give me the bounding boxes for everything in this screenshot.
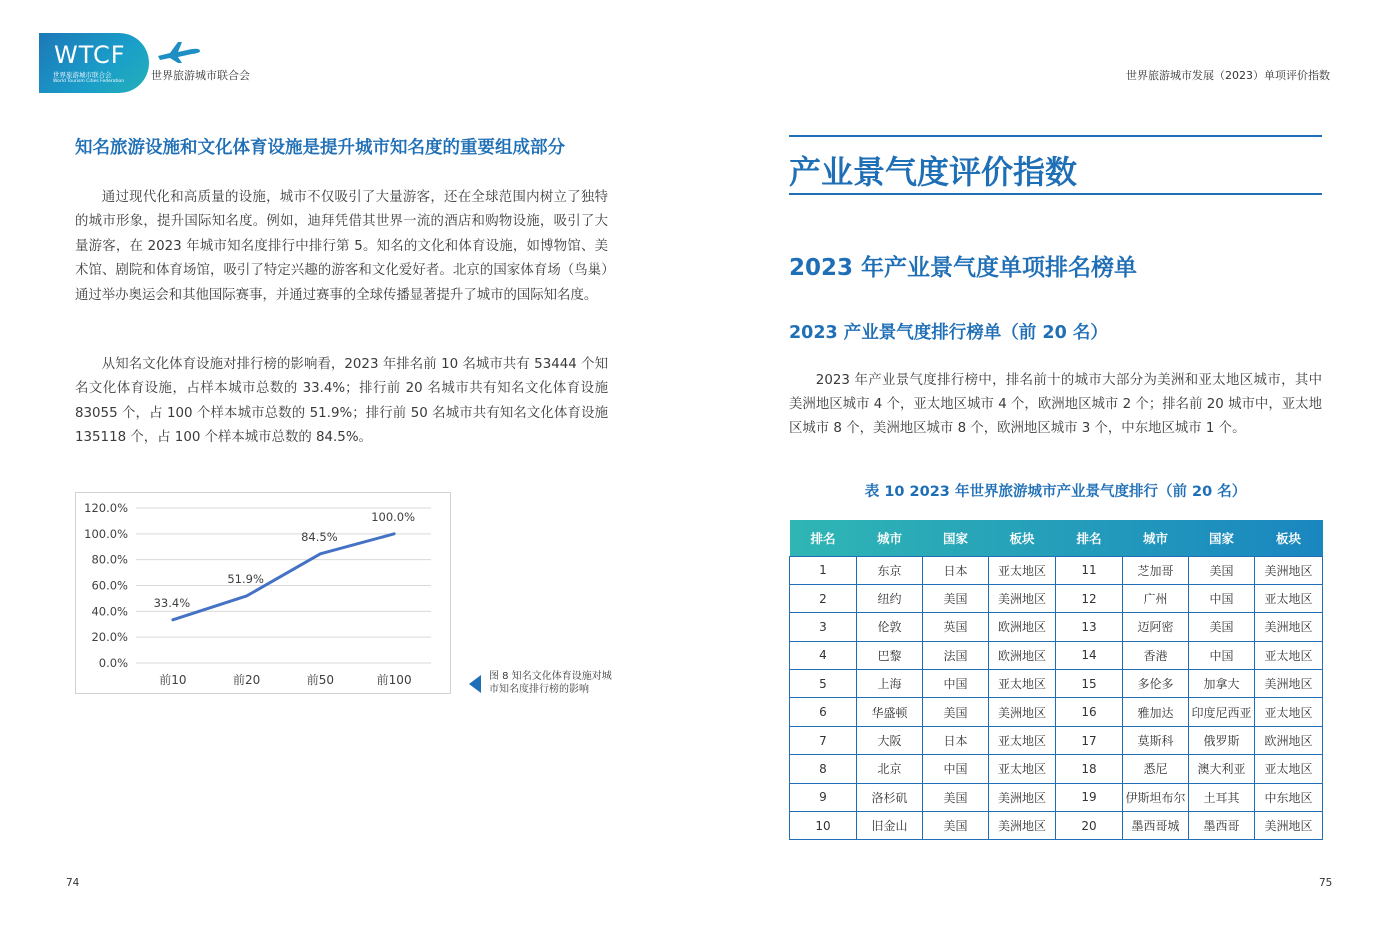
table-cell: 中国 — [923, 755, 989, 783]
org-name: 世界旅游城市联合会 — [151, 69, 250, 82]
table-cell: 13 — [1056, 613, 1123, 641]
table-cell: 美洲地区 — [1255, 812, 1323, 840]
table-cell: 18 — [1056, 755, 1123, 783]
table-cell: 中国 — [923, 670, 989, 698]
section-title: 2023 年产业景气度单项排名榜单 — [789, 255, 1138, 281]
table-cell: 14 — [1056, 641, 1123, 669]
table-cell: 19 — [1056, 783, 1123, 811]
table-cell: 旧金山 — [857, 812, 923, 840]
chapter-title-block — [789, 135, 1322, 195]
table-cell: 印度尼西亚 — [1189, 698, 1255, 726]
table-cell: 中国 — [1189, 584, 1255, 612]
table-cell: 伦敦 — [857, 613, 923, 641]
table-cell: 1 — [790, 556, 857, 584]
table-cell: 2 — [790, 584, 857, 612]
table-cell: 17 — [1056, 726, 1123, 754]
table-cell: 墨西哥 — [1189, 812, 1255, 840]
table-cell: 美洲地区 — [1255, 613, 1323, 641]
table-cell: 日本 — [923, 556, 989, 584]
data-label: 100.0% — [371, 509, 416, 524]
paragraph-2: 从知名文化体育设施对排行榜的影响看，2023 年排名前 10 名城市共有 53444 个知名文化体育设施，占样本城市总数的 33.4%；排行前 20 名城市共有知名文化体育设施 83055 个，占 100 个样本城市总数的 51.9%；排行前 50 名城市共有知名文化体育设施 135118 个，占 100 个样本城市总数的 84.5%。 — [75, 357, 608, 446]
table-cell: 亚太地区 — [989, 755, 1056, 783]
wtcf-logo — [39, 33, 149, 93]
y-tick-label: 120.0% — [84, 501, 128, 515]
x-tick-label: 前100 — [376, 673, 412, 687]
table-cell: 10 — [790, 812, 857, 840]
table-cell: 美国 — [923, 812, 989, 840]
table-cell: 美洲地区 — [989, 698, 1056, 726]
table-cell: 悉尼 — [1123, 755, 1189, 783]
table-cell: 多伦多 — [1123, 670, 1189, 698]
paragraph-1: 通过现代化和高质量的设施，城市不仅吸引了大量游客，还在全球范围内树立了独特的城市形象，提升国际知名度。例如，迪拜凭借其世界一流的酒店和购物设施，吸引了大量游客，在 2023 年城市知名度排行中排行第 5。知名的文化和体育设施，如博物馆、美术馆、剧院和体育场馆，吸引了特定兴趣的游客和文化爱好者。北京的国家体育场（鸟巢）通过举办奥运会和其他国际赛事，并通过赛事的全球传播显著提升了城市的国际知名度。 — [75, 190, 608, 303]
table-cell: 英国 — [923, 613, 989, 641]
table-cell: 美国 — [1189, 613, 1255, 641]
page-number-right: 75 — [1319, 877, 1333, 889]
table-cell: 美国 — [923, 783, 989, 811]
y-tick-label: 0.0% — [98, 656, 128, 670]
table-cell: 伊斯坦布尔 — [1123, 783, 1189, 811]
table-cell: 广州 — [1123, 584, 1189, 612]
table-cell: 8 — [790, 755, 857, 783]
header-cell: 排名 — [1076, 530, 1102, 546]
table-cell: 纽约 — [857, 584, 923, 612]
header-cell: 板块 — [1009, 530, 1035, 546]
header-cell: 城市 — [1142, 530, 1168, 546]
table-cell: 中东地区 — [1255, 783, 1323, 811]
table-cell: 亚太地区 — [1255, 584, 1323, 612]
header-cell: 城市 — [876, 530, 902, 546]
table-cell: 11 — [1056, 556, 1123, 584]
table-cell: 亚太地区 — [1255, 755, 1323, 783]
table-header-row — [790, 520, 1323, 556]
table-row — [790, 698, 1323, 726]
table-cell: 亚太地区 — [989, 726, 1056, 754]
table-cell: 亚太地区 — [1255, 698, 1323, 726]
logo-subtitle-en: World Tourism Cities Federation — [53, 79, 125, 84]
x-tick-label: 前20 — [232, 673, 261, 687]
y-tick-label: 20.0% — [91, 630, 128, 645]
caption-arrow-icon — [469, 675, 481, 693]
table-cell: 北京 — [857, 755, 923, 783]
table-cell: 加拿大 — [1189, 670, 1255, 698]
section-heading: 知名旅游设施和文化体育设施是提升城市知名度的重要组成部分 — [75, 138, 565, 158]
table-cell: 东京 — [857, 556, 923, 584]
table-row — [790, 584, 1323, 612]
y-tick-label: 80.0% — [91, 552, 128, 567]
y-tick-label: 60.0% — [91, 578, 128, 593]
header-cell: 国家 — [1208, 530, 1234, 546]
table-cell: 3 — [790, 613, 857, 641]
x-tick-label: 前50 — [306, 673, 335, 687]
table-cell: 美洲地区 — [989, 584, 1056, 612]
table-cell: 澳大利亚 — [1189, 755, 1255, 783]
logo-subtitle: 世界旅游城市联合会 — [53, 71, 112, 79]
line-chart — [75, 492, 451, 694]
table-cell: 美洲地区 — [1255, 556, 1323, 584]
table-cell: 土耳其 — [1189, 783, 1255, 811]
table-row — [790, 726, 1323, 754]
table-cell: 芝加哥 — [1123, 556, 1189, 584]
table-cell: 巴黎 — [857, 641, 923, 669]
table-cell: 20 — [1056, 812, 1123, 840]
table-cell: 6 — [790, 698, 857, 726]
table-cell: 亚太地区 — [989, 556, 1056, 584]
x-tick-label: 前10 — [159, 673, 187, 687]
table-title: 表 10 2023 年世界旅游城市产业景气度排行（前 20 名） — [864, 484, 1247, 500]
table-row — [790, 556, 1323, 584]
table-cell: 法国 — [923, 641, 989, 669]
table-row — [790, 641, 1323, 669]
table-cell: 9 — [790, 783, 857, 811]
data-label: 84.5% — [301, 529, 338, 544]
table-row — [790, 812, 1323, 840]
subsection-title: 2023 产业景气度排行榜单（前 20 名） — [789, 323, 1108, 343]
series-line — [173, 534, 394, 620]
table-cell: 美洲地区 — [989, 783, 1056, 811]
table-cell: 4 — [790, 641, 857, 669]
table-cell: 俄罗斯 — [1189, 726, 1255, 754]
table-cell: 15 — [1056, 670, 1123, 698]
table-row — [790, 755, 1323, 783]
table-cell: 中国 — [1189, 641, 1255, 669]
table-cell: 莫斯科 — [1123, 726, 1189, 754]
table-cell: 美洲地区 — [1255, 670, 1323, 698]
table-cell: 欧洲地区 — [1255, 726, 1323, 754]
table-cell: 迈阿密 — [1123, 613, 1189, 641]
running-header: 世界旅游城市发展（2023）单项评价指数 — [1126, 69, 1330, 82]
table-cell: 欧洲地区 — [989, 641, 1056, 669]
table-row — [790, 613, 1323, 641]
ranking-paragraph: 2023 年产业景气度排行榜中，排名前十的城市大部分为美洲和亚太地区城市，其中美洲地区城市 4 个，亚太地区城市 4 个，欧洲地区城市 2 个；排名前 20 城市中，亚太地区城市 8 个，美洲地区城市 8 个，欧洲地区城市 3 个，中东地区城市 1 个。 — [789, 373, 1322, 436]
table-cell: 日本 — [923, 726, 989, 754]
figure-caption: 图 8 知名文化体育设施对城市知名度排行榜的影响 — [489, 671, 612, 695]
page-number-left: 74 — [66, 877, 80, 889]
chart-canvas — [76, 493, 452, 695]
table-cell: 墨西哥城 — [1123, 812, 1189, 840]
data-label: 33.4% — [153, 595, 191, 610]
header-cell: 排名 — [810, 530, 836, 546]
table-row — [790, 783, 1323, 811]
table-cell: 大阪 — [857, 726, 923, 754]
ranking-table — [789, 520, 1323, 840]
table-cell: 7 — [790, 726, 857, 754]
table-cell: 欧洲地区 — [989, 613, 1056, 641]
header-cell: 板块 — [1275, 530, 1301, 546]
table-cell: 洛杉矶 — [857, 783, 923, 811]
table-cell: 华盛顿 — [857, 698, 923, 726]
table-cell: 16 — [1056, 698, 1123, 726]
logo-text: WTCF — [54, 41, 126, 69]
table-cell: 上海 — [857, 670, 923, 698]
data-label: 51.9% — [227, 571, 264, 586]
table-cell: 美洲地区 — [989, 812, 1056, 840]
table-cell: 亚太地区 — [1255, 641, 1323, 669]
header-cell: 国家 — [942, 530, 968, 546]
table-cell: 香港 — [1123, 641, 1189, 669]
y-tick-label: 100.0% — [84, 526, 128, 541]
table-cell: 5 — [790, 670, 857, 698]
table-row — [790, 670, 1323, 698]
airplane-icon — [156, 40, 202, 64]
table-cell: 美国 — [923, 584, 989, 612]
y-tick-label: 40.0% — [91, 604, 128, 619]
table-cell: 美国 — [923, 698, 989, 726]
table-cell: 美国 — [1189, 556, 1255, 584]
chapter-title: 产业景气度评价指数 — [789, 153, 1078, 191]
table-cell: 亚太地区 — [989, 670, 1056, 698]
table-cell: 12 — [1056, 584, 1123, 612]
table-cell: 雅加达 — [1123, 698, 1189, 726]
